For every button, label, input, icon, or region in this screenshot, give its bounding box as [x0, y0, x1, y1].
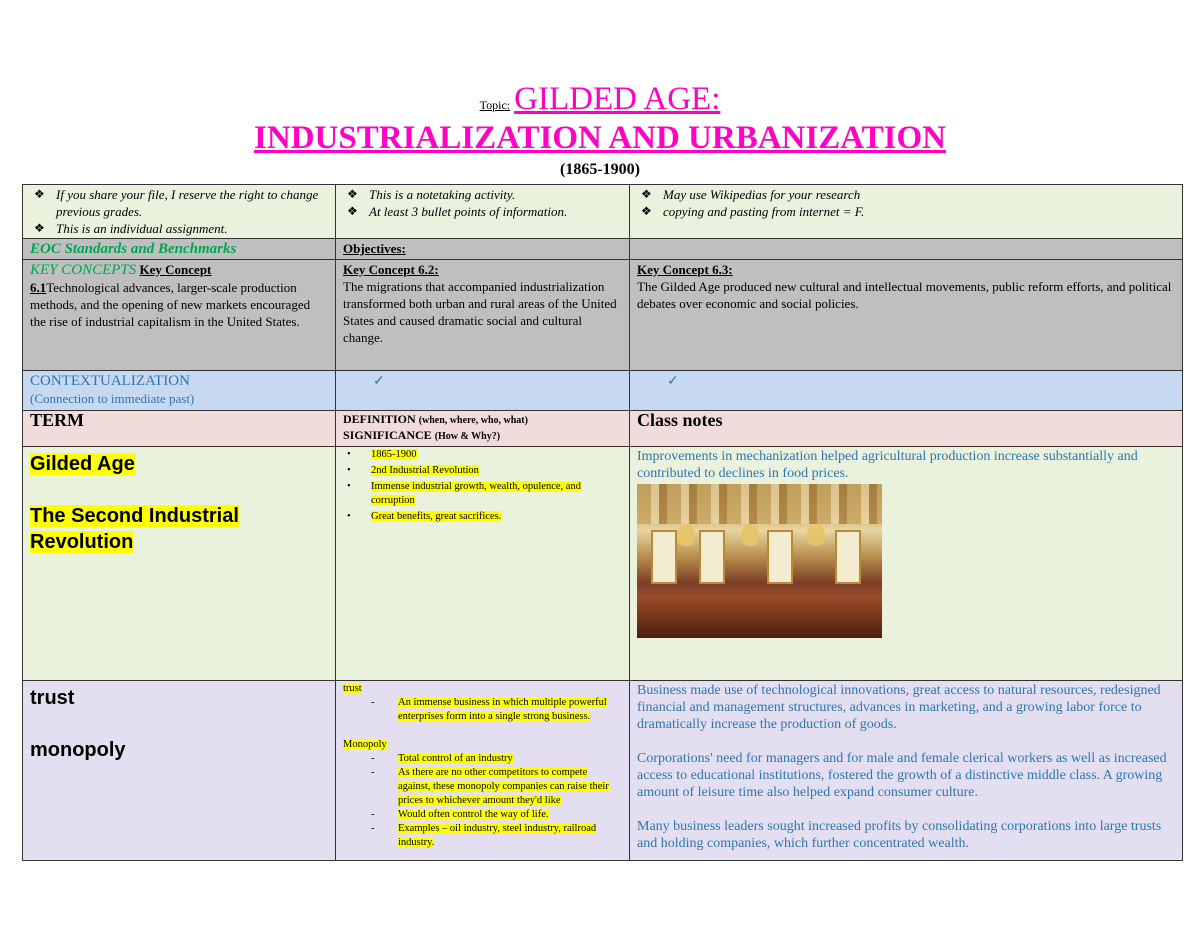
kc1-title: Key Concept — [139, 262, 212, 277]
class-notes-paragraph: Business made use of technological innovations, great access to natural resources, redesigned financial and management structures, advances in marketing, and a growing labor force to dramatically increase the production of goods. — [637, 683, 1161, 732]
kc2-title: Key Concept 6.2: — [343, 262, 439, 277]
topic-line — [0, 80, 1200, 118]
definition-header — [336, 411, 630, 447]
context-label: CONTEXTUALIZATION — [30, 373, 190, 389]
class-notes-text: Improvements in mechanization helped agricultural production increase substantially and contributed to declines in food prices. — [637, 449, 1138, 481]
kc3-text: The Gilded Age produced new cultural and intellectual movements, public reform efforts, and political debates over economic and social policies. — [637, 279, 1172, 311]
empty-cell — [630, 239, 1183, 260]
significance-sub: (How & Why?) — [434, 431, 501, 442]
years: (1865-1900) — [560, 161, 640, 178]
rule-item: ❖ If you share your file, I reserve the right to change previous grades. — [56, 186, 328, 220]
rule-item: ❖ copying and pasting from internet = F. — [663, 203, 1175, 220]
term-heading: TERM — [30, 410, 84, 430]
monopoly-label: Monopoly — [343, 739, 387, 750]
context-cell — [23, 371, 336, 411]
objectives-cell — [336, 239, 630, 260]
kc2-text: The migrations that accompanied industrialization transformed both urban and rural areas of the United States and caused dramatic social and cultural change. — [343, 279, 617, 345]
term-header — [23, 411, 336, 447]
definition-heading: DEFINITION — [343, 412, 416, 426]
context-sub: (Connection to immediate past) — [30, 391, 195, 406]
monopoly-item: - Would often control the way of life. — [398, 808, 622, 822]
kc1-text: Technological advances, larger-scale production methods, and the opening of new markets encouraged the rise of industrial capitalism in the United States. — [30, 280, 311, 329]
context-check-cell — [336, 371, 630, 411]
eoc-label: EOC Standards and Benchmarks — [30, 241, 237, 257]
rule-item: ❖ This is a notetaking activity. — [369, 186, 622, 203]
definition-bullet: • Immense industrial growth, wealth, opulence, and corruption — [371, 480, 622, 508]
definition-sub: (when, where, who, what) — [418, 415, 528, 426]
term-row-gilded-age — [23, 447, 1183, 681]
class-notes-paragraph: Corporations' need for managers and for male and female clerical workers as well as increased access to educational institutions, fostered the growth of a distinctive middle class. A growing amount of leisure time also helped expand consumer culture. — [637, 751, 1167, 800]
check-icon: ✓ — [373, 374, 385, 389]
notes-cell — [630, 447, 1183, 681]
rules-col1 — [23, 185, 336, 239]
monopoly-item: - As there are no other competitors to compete against, these monopoly companies can raise their prices to whichever amount they'd like — [398, 766, 622, 808]
term-gilded-age: Gilded Age — [30, 453, 135, 475]
key-concept-1 — [23, 260, 336, 371]
definition-bullet: • 2nd Industrial Revolution — [371, 464, 622, 478]
definition-bullet: • 1865-1900 — [371, 448, 622, 462]
context-check-cell — [630, 371, 1183, 411]
kc1-number: 6.1 — [30, 280, 47, 295]
term-monopoly: monopoly — [30, 739, 126, 761]
key-concept-3 — [630, 260, 1183, 371]
term-second-industrial-revolution: The Second Industrial Revolution — [30, 505, 239, 553]
objectives-label: Objectives: — [343, 241, 406, 256]
class-notes-paragraph: Many business leaders sought increased profits by consolidating corporations into large trusts and holding companies, which further concentrated wealth. — [637, 819, 1162, 851]
key-concepts-label: KEY CONCEPTS — [30, 262, 137, 278]
significance-heading: SIGNIFICANCE — [343, 428, 432, 442]
monopoly-item: - Total control of an industry — [398, 752, 622, 766]
kc3-title: Key Concept 6.3: — [637, 262, 733, 277]
class-notes-heading: Class notes — [637, 410, 723, 430]
trust-item: - An immense business in which multiple powerful enterprises form into a single strong business. — [398, 696, 622, 724]
check-icon: ✓ — [667, 374, 679, 389]
key-concept-2 — [336, 260, 630, 371]
title-line-1: GILDED AGE: — [514, 81, 721, 117]
topic-label: Topic: — [479, 98, 511, 112]
eoc-cell — [23, 239, 336, 260]
notes-cell — [630, 681, 1183, 861]
rules-col3 — [630, 185, 1183, 239]
trust-label: trust — [343, 683, 362, 694]
document-header — [0, 80, 1200, 182]
rules-row — [23, 185, 1183, 239]
rule-item: ❖ This is an individual assignment. — [56, 220, 328, 237]
definition-cell — [336, 681, 630, 861]
rule-item: ❖ May use Wikipedias for your research — [663, 186, 1175, 203]
definition-bullet: • Great benefits, great sacrifices. — [371, 510, 622, 524]
term-cell — [23, 681, 336, 861]
rule-item: ❖ At least 3 bullet points of information. — [369, 203, 622, 220]
notes-table — [22, 184, 1183, 861]
key-concepts-row — [23, 260, 1183, 371]
term-row-trust — [23, 681, 1183, 861]
notes-header — [630, 411, 1183, 447]
term-trust: trust — [30, 687, 75, 709]
term-cell — [23, 447, 336, 681]
title-line-2: INDUSTRIALIZATION AND URBANIZATION — [254, 120, 946, 156]
column-header-row — [23, 411, 1183, 447]
gilded-interior-photo — [637, 484, 882, 638]
rules-col2 — [336, 185, 630, 239]
context-row — [23, 371, 1183, 411]
monopoly-item: - Examples – oil industry, steel industry, railroad industry. — [398, 822, 622, 850]
standards-row — [23, 239, 1183, 260]
definition-cell — [336, 447, 630, 681]
